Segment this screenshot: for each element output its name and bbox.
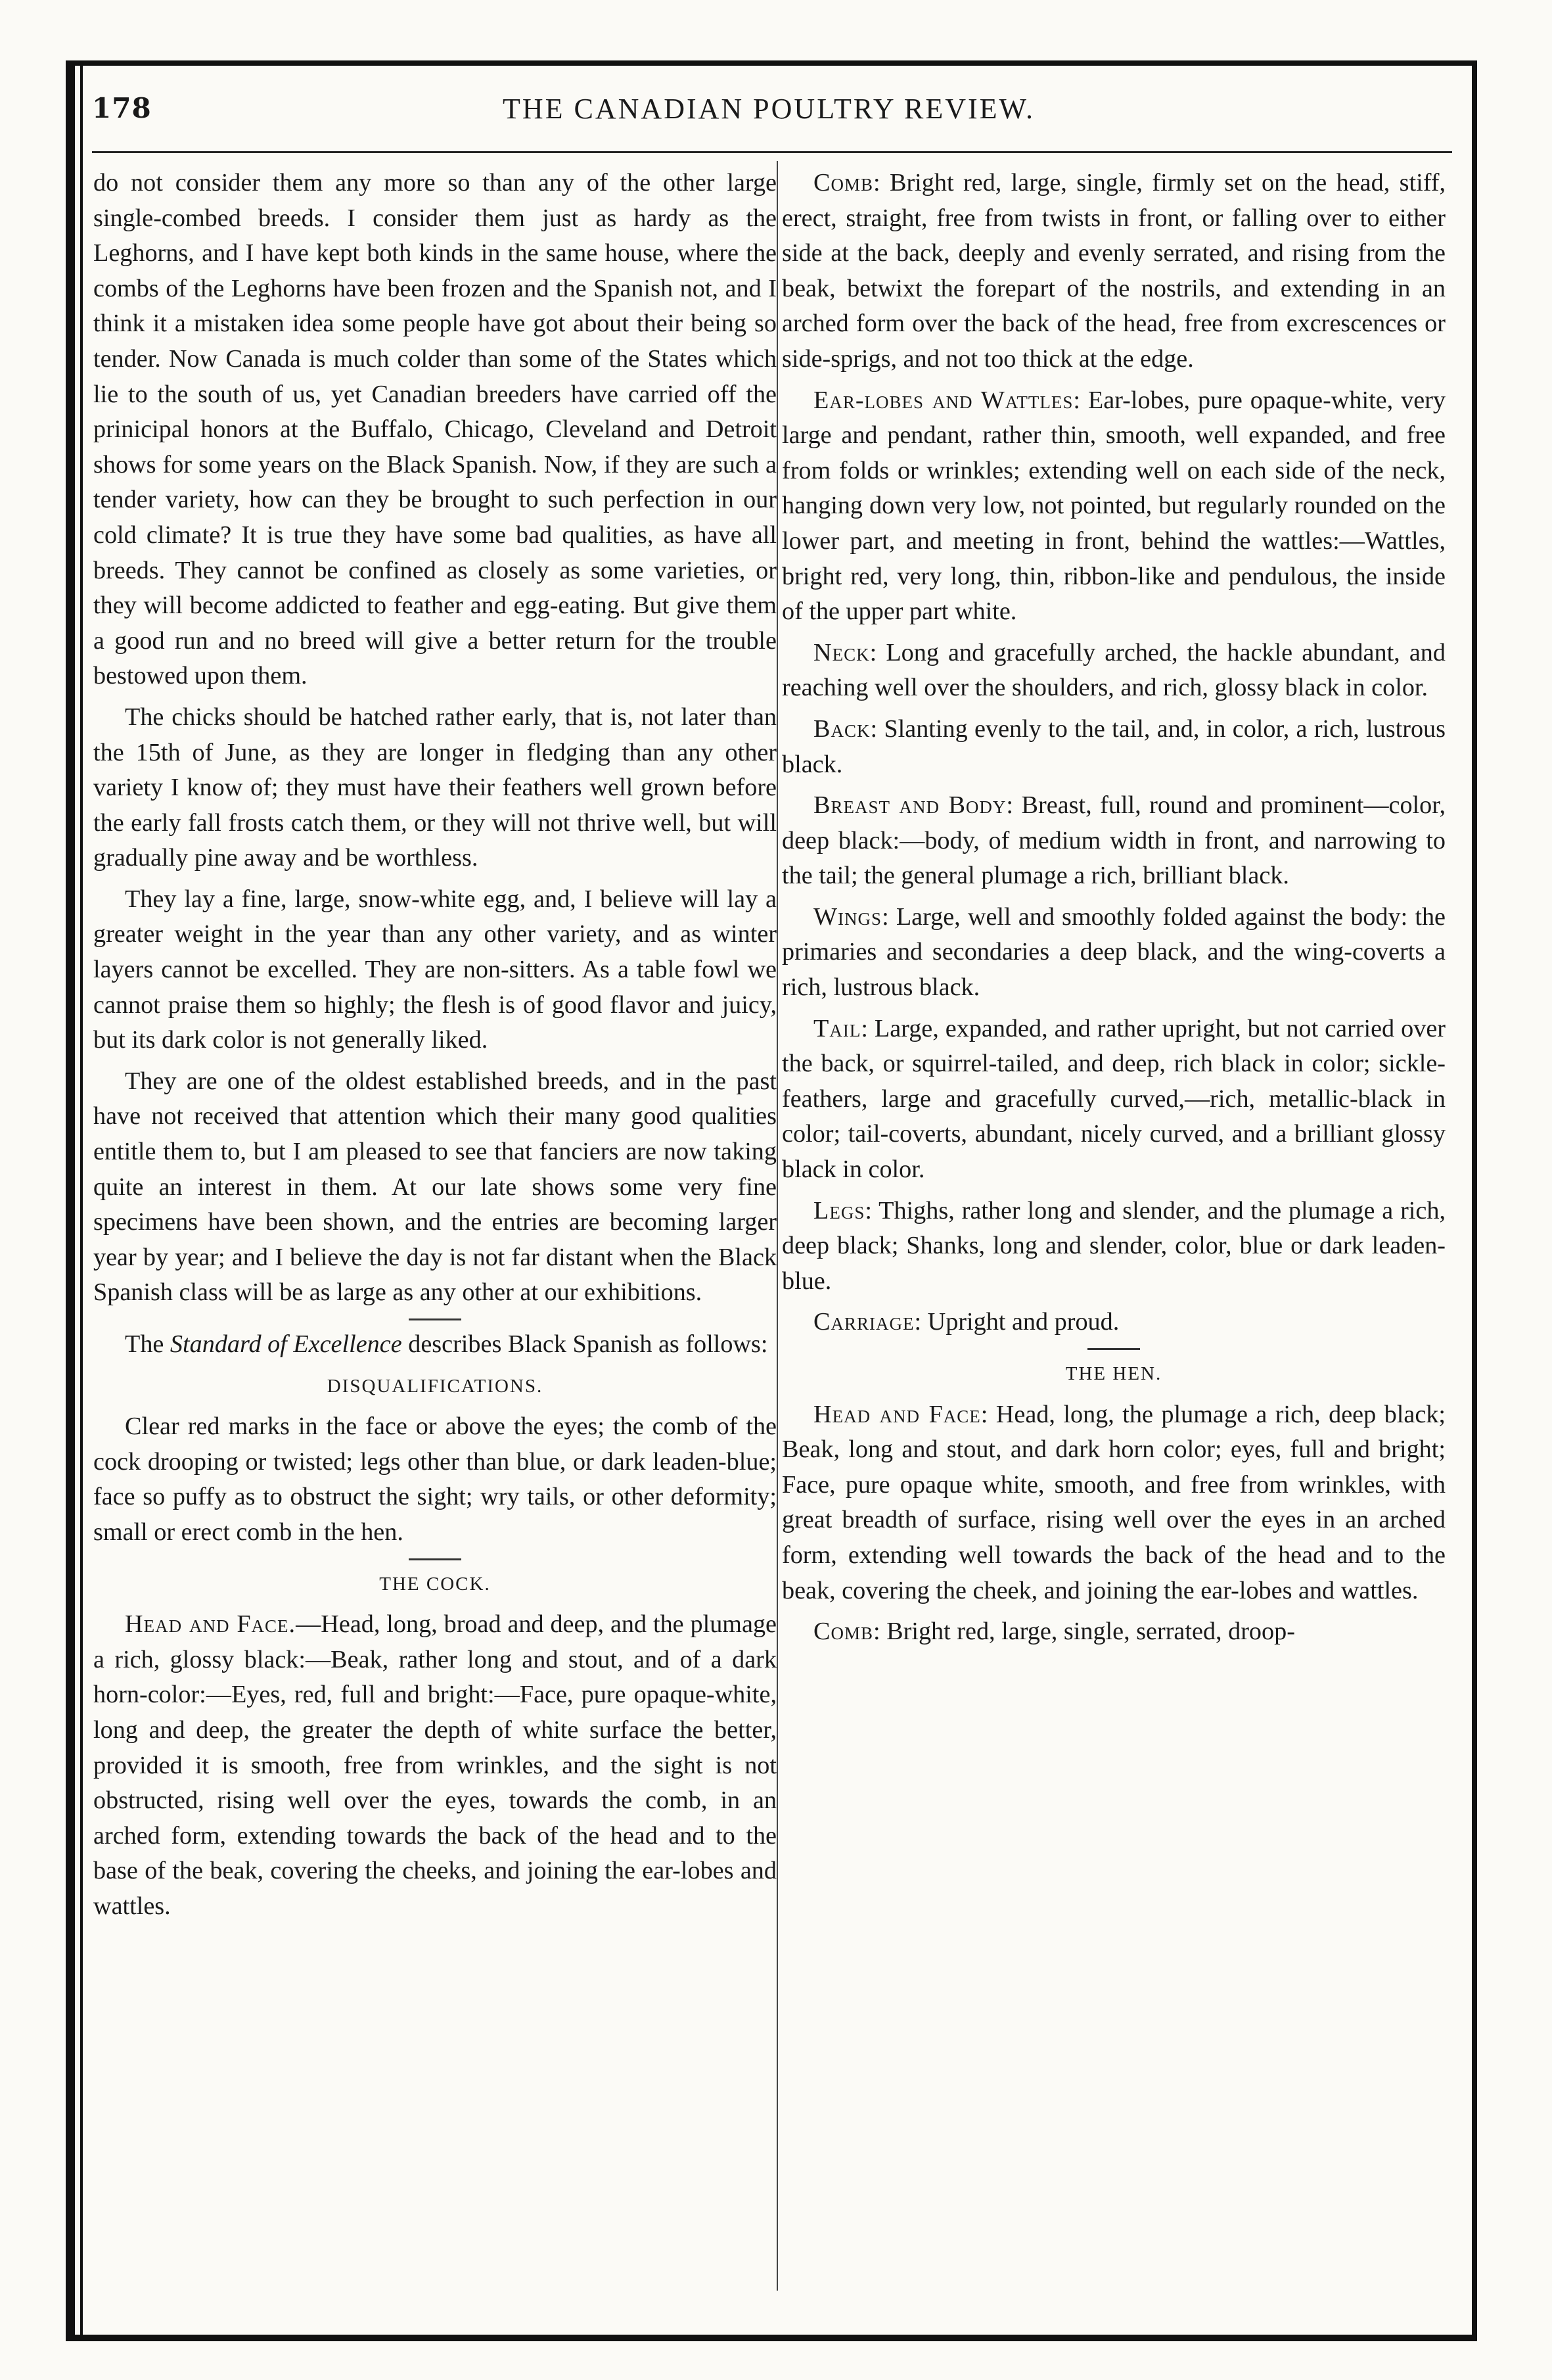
- section-label: Legs: [813, 1196, 865, 1225]
- cock-wings: [782, 900, 1446, 1006]
- paragraph: do not consider them any more so than any of the other large single-combed breeds. I consider them just as hardy as the Leghorns, and I have kept both kinds in the same house, where the combs of the Leghorns have been frozen and the Spanish not, and I think it a mistaken idea some people have got about their being so tender. Now Canada is much colder than some of the States which lie to the south of us, yet Canadian breeders have carried off the prinicipal honors at the Buffalo, Chicago, Cleveland and Detroit shows for some years on the Black Spanish. Now, if they are such a tender variety, how can they be brought to such perfection in our cold climate? It is true they have some bad qualities, as have all breeds. They cannot be confined as closely as some varieties, or they will become addicted to feather and egg-eating. But give them a good run and no breed will give a better return for the trouble bestowed upon them.: [93, 169, 777, 690]
- section-rule: [1087, 1348, 1140, 1350]
- page-border-right: [1472, 60, 1477, 2341]
- section-text: : Head, long, the plumage a rich, deep black; Beak, long and stout, and dark horn color; eyes, full and bright; Face, pure opaque white, smooth, and free from wrinkles, with great breadth of surface, rising well over the eyes in an arched form, extending well towards the back of the head and to the beak, covering the cheek, and joining the ear-lobes and wattles.: [782, 1400, 1446, 1604]
- section-label: Ear-lobes and Wattles: [813, 386, 1074, 414]
- journal-title: THE CANADIAN POULTRY REVIEW.: [503, 93, 1035, 125]
- disqualifications-heading: DISQUALIFICATIONS.: [327, 1375, 543, 1397]
- section-label: Neck: [813, 638, 870, 666]
- section-label: Carriage: [813, 1308, 915, 1336]
- header-rule: [92, 151, 1452, 153]
- section-label: Head and Face.: [125, 1610, 296, 1639]
- section-text: : Thighs, rather long and slender, and the plumage a rich, deep black; Shanks, long and slender, color, blue or dark leaden-blue.: [782, 1196, 1446, 1295]
- cock-carriage: [782, 1305, 1446, 1340]
- page-border-left: [66, 64, 75, 2339]
- intro-text: The: [125, 1330, 170, 1358]
- page-header: [92, 92, 1446, 145]
- paragraph: The chicks should be hatched rather early, that is, not later than the 15th of June, as they are longer in fledging than any other variety I know of; they must have their feathers well grown before the early fall frosts catch them, or they will not thrive well, but will gradually pine away and be worthless.: [93, 703, 777, 872]
- section-text: : Long and gracefully arched, the hackle abundant, and reaching well over the shoulders, and rich, glossy black in color.: [782, 638, 1446, 702]
- section-label: Comb: [813, 1618, 873, 1646]
- section-text: : Large, expanded, and rather upright, but not carried over the back, or squirrel-tailed, and deep, rich black in color; sickle-feathers, large and gracefully curved,—rich, metallic-black in color; tail-coverts, abundant, nicely curved, and a brilliant glossy black in color.: [782, 1014, 1446, 1184]
- hen-head-and-face: [782, 1397, 1446, 1609]
- standard-intro: [93, 1327, 777, 1363]
- cock-neck: [782, 636, 1446, 706]
- section-label: Breast and Body: [813, 791, 1007, 820]
- section-text: : Breast, full, round and prominent—color, deep black:—body, of medium width in front, and narrowing to the tail; the general plumage a rich, brilliant black.: [782, 791, 1446, 890]
- paragraph: They lay a fine, large, snow-white egg, and, I believe will lay a greater weight in the year than any other variety, and as winter layers cannot be excelled. They are non-sitters. As a table fowl we cannot praise them so highly; the flesh is of good flavor and juicy, but its dark color is not generally liked.: [93, 885, 777, 1054]
- section-rule: [409, 1558, 461, 1560]
- section-text: : Upright and proud.: [914, 1308, 1120, 1336]
- intro-text: describes Black Spanish as follows:: [401, 1330, 768, 1358]
- page-number: 178: [92, 92, 152, 124]
- section-label: Tail: [813, 1014, 861, 1042]
- standard-title: Standard of Excellence: [170, 1330, 402, 1358]
- cock-breast-and-body: [782, 788, 1446, 894]
- cock-legs: [782, 1194, 1446, 1299]
- section-label: Comb: [813, 169, 873, 197]
- section-text: : Large, well and smoothly folded against the body: the primaries and secondaries a deep black, and the wing-coverts a rich, lustrous black.: [782, 902, 1446, 1002]
- section-label: Head and Face: [813, 1400, 981, 1428]
- section-text: : Bright red, large, single, firmly set on the head, stiff, erect, straight, free from twists in front, or falling over to either side at the back, deeply and evenly serrated, and rising from the beak, betwixt the forepart of the nostrils, and extending in an arched form over the back of the head, free from excrescences or side-sprigs, and not too thick at the edge.: [782, 169, 1446, 373]
- page-border-top: [66, 60, 1477, 66]
- section-text: —Head, long, broad and deep, and the plumage a rich, glossy black:—Beak, rather long and stout, and of a dark horn-color:—Eyes, red, full and bright:—Face, pure opaque-white, long and deep, the greater the depth of white surface the better, provided it is smooth, free from wrinkles, and the sight is not obstructed, rising well over the eyes, towards the comb, in an arched form, extending towards the back of the head and to the base of the beak, covering the cheeks, and joining the ear-lobes and wattles.: [93, 1610, 777, 1920]
- hen-heading: THE HEN.: [1065, 1363, 1162, 1384]
- disqualifications-text: Clear red marks in the face or above the eyes; the comb of the cock drooping or twisted; legs other than blue, or dark leaden-blue; face so puffy as to obstruct the sight; wry tails, or other deformity; small or erect comb in the hen.: [93, 1412, 777, 1546]
- cock-tail: [782, 1012, 1446, 1188]
- section-rule: [409, 1318, 461, 1320]
- section-text: : Slanting evenly to the tail, and, in color, a rich, lustrous black.: [782, 714, 1446, 778]
- section-label: Wings: [813, 902, 882, 931]
- cock-heading: THE COCK.: [379, 1573, 491, 1595]
- hen-comb: [782, 1614, 1446, 1650]
- section-text: : Bright red, large, single, serrated, droop-: [873, 1618, 1295, 1646]
- cock-head-and-face: [93, 1607, 777, 1924]
- section-text: : Ear-lobes, pure opaque-white, very large and pendant, rather thin, smooth, well expanded, and free from folds or wrinkles; extending well on each side of the neck, hanging down very low, not pointed, but regularly rounded on the lower part, and meeting in front, behind the wattles:—Wattles, bright red, very long, thin, ribbon-like and pendulous, the inside of the upper part white.: [782, 386, 1446, 626]
- paragraph: They are one of the oldest established breeds, and in the past have not received that attention which their many good qualities entitle them to, but I am pleased to see that fanciers are now taking quite an interest in them. At our late shows some very fine specimens have been shown, and the entries are becoming larger year by year; and I believe the day is not far distant when the Black Spanish class will be as large as any other at our exhibitions.: [93, 1067, 777, 1307]
- right-column: [782, 166, 1446, 1656]
- cock-comb: [782, 166, 1446, 377]
- page-border-left-inner: [80, 64, 83, 2339]
- left-column: [93, 166, 777, 1930]
- cock-ear-lobes: [782, 383, 1446, 630]
- section-label: Back: [813, 714, 871, 743]
- cock-back: [782, 712, 1446, 782]
- column-divider: [777, 161, 778, 2291]
- page-border-bottom: [66, 2335, 1477, 2341]
